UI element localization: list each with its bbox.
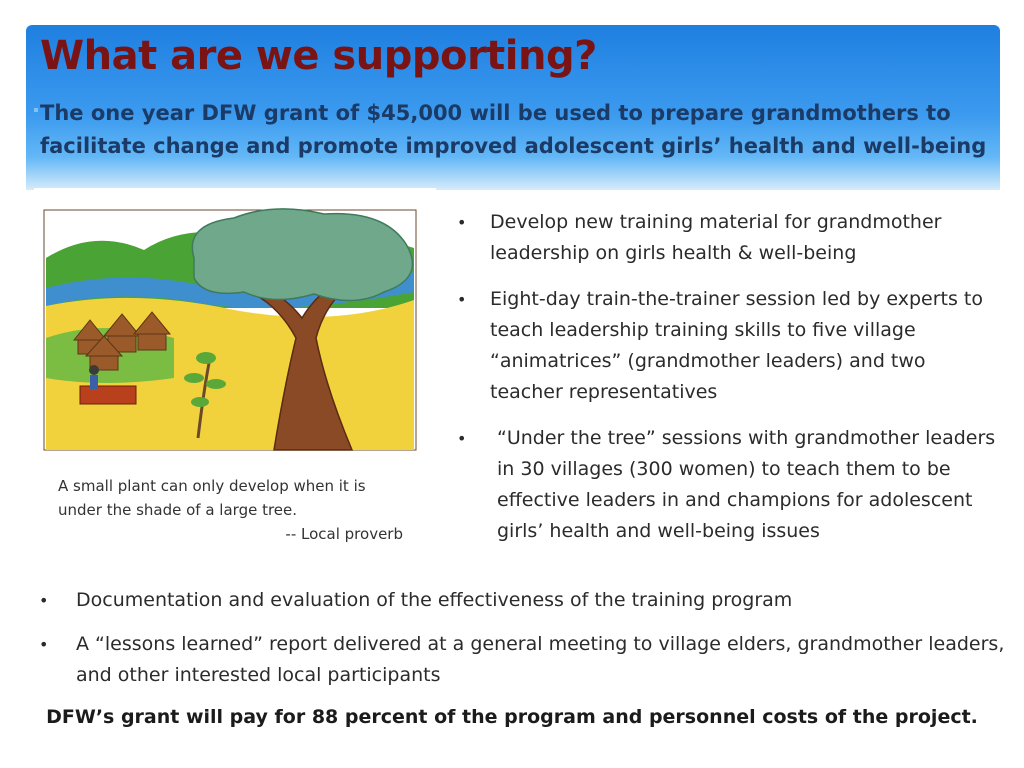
village-tree-illustration [34, 188, 436, 472]
bullet-text: Develop new training material for grandmother leadership on girls health & well-being [490, 211, 942, 264]
bullet-text: “Under the tree” sessions with grandmother leaders in 30 villages (300 women) to teach them to be effective leaders in and champions for adolescent girls’ health and well-being issues [497, 427, 996, 542]
bullet-text: Documentation and evaluation of the effectiveness of the training program [76, 589, 793, 611]
bullet-icon: • [39, 591, 49, 610]
slide-title: What are we supporting? [40, 33, 597, 79]
bullet-item [457, 284, 997, 408]
bullet-text: A “lessons learned” report delivered at a general meeting to village elders, grandmother leaders, and other interested local participants [76, 633, 1005, 686]
subtitle-bullet-icon [34, 108, 38, 112]
bullet-icon: • [457, 213, 467, 232]
bullet-icon: • [457, 290, 467, 309]
bullet-text: Eight-day train-the-trainer session led by experts to teach leadership training skills to five village “animatrices” (grandmother leaders) and two teacher representatives [490, 288, 983, 403]
proverb-attribution: -- Local proverb [285, 525, 403, 543]
bottom-bullet-list [34, 585, 1009, 691]
right-bullet-list [457, 207, 997, 547]
bullet-item [34, 585, 1009, 616]
bullet-item [457, 423, 997, 547]
bullet-item [34, 629, 1009, 691]
proverb-caption [58, 474, 403, 546]
grant-footer-note: DFW’s grant will pay for 88 percent of the program and personnel costs of the project. [46, 706, 978, 728]
slide-header [26, 25, 1000, 190]
bullet-item [457, 207, 997, 269]
village-tree-drawing [34, 188, 436, 472]
bullet-icon: • [39, 635, 49, 654]
slide-subtitle: The one year DFW grant of $45,000 will be used to prepare grandmothers to facilitate change and promote improved adolescent girls’ health and well-being [40, 101, 987, 158]
proverb-text: A small plant can only develop when it is under the shade of a large tree. [58, 477, 366, 519]
bullet-icon: • [457, 429, 467, 448]
